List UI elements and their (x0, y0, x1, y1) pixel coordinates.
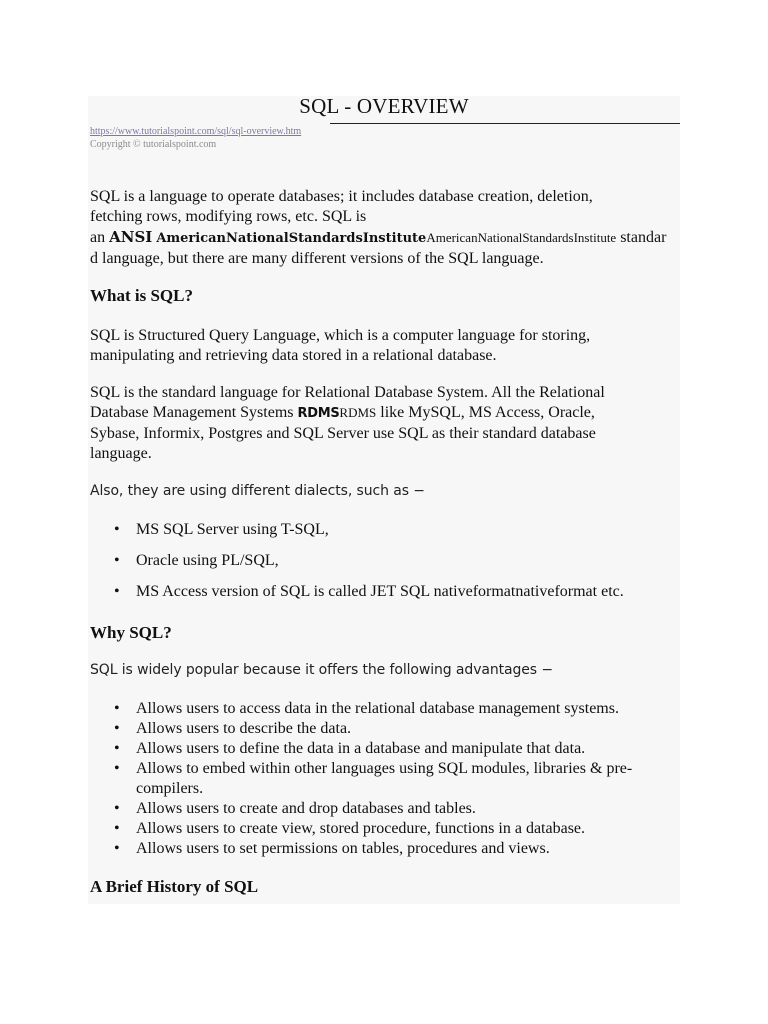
heading-brief-history: A Brief History of SQL (90, 877, 259, 896)
intro-line-3 (90, 227, 680, 249)
list-item (90, 582, 624, 613)
native-format-bold: nativeformat (433, 583, 516, 600)
copyright-text: Copyright © tutorialspoint.com (90, 139, 217, 150)
what-is-sql-paragraph-1 (90, 326, 680, 366)
list-item: • MS SQL Server using T-SQL, (90, 520, 624, 551)
intro-line-3-prefix: an (90, 229, 110, 246)
what-p2-line-2-suffix: like MySQL, MS Access, Oracle, (376, 404, 595, 421)
what-p2-line-2-prefix: Database Management Systems (90, 404, 298, 421)
list-item: • Allows users to describe the data. (90, 719, 632, 739)
ansi-abbrev: ANSI (109, 228, 153, 246)
list-item-continuation: compilers. (136, 780, 204, 797)
ansi-expansion-bold: AmericanNationalStandardsInstitute (156, 231, 427, 246)
heading-what-is-sql: What is SQL? (90, 286, 193, 305)
dialects-list (90, 520, 624, 613)
intro-line-2: fetching rows, modifying rows, etc. SQL is (90, 208, 367, 225)
intro-line-1: SQL is a language to operate databases; it includes database creation, deletion, (90, 188, 593, 205)
what-p1-line-1: SQL is Structured Query Language, which is a computer language for storing, (90, 327, 591, 344)
advantages-list (90, 699, 632, 859)
ansi-expansion: AmericanNationalStandardsInstitute (426, 230, 617, 245)
heading-why-sql: Why SQL? (90, 623, 172, 642)
page-title: SQL - OVERVIEW (299, 94, 469, 118)
what-p2-line-2 (90, 403, 680, 424)
title-rule (330, 123, 680, 124)
list-item: • Allows users to create view, stored procedure, functions in a database. (90, 819, 632, 839)
list-item: • Allows users to set permissions on tables, procedures and views. (90, 839, 632, 859)
list-item: • Allows to embed within other languages using SQL modules, libraries & pre- (90, 759, 632, 779)
why-sql-intro: SQL is widely popular because it offers the following advantages − (90, 662, 553, 678)
list-item: • Allows users to create and drop databases and tables. (90, 799, 632, 819)
source-url-link[interactable]: https://www.tutorialspoint.com/sql/sql-overview.htm (90, 126, 302, 137)
list-item: • Oracle using PL/SQL, (90, 551, 624, 582)
rdms-abbrev: RDMS (339, 405, 377, 420)
dialect-3-prefix: MS Access version of SQL is called JET SQL (136, 583, 434, 600)
rdms-abbrev-bold: RDMS (297, 406, 340, 421)
dialect-3-suffix: etc. (597, 583, 624, 600)
what-is-sql-paragraph-2 (90, 383, 680, 464)
native-format: nativeformat (515, 583, 598, 600)
list-item: • Allows users to define the data in a database and manipulate that data. (90, 739, 632, 759)
what-p2-line-1: SQL is the standard language for Relational Database System. All the Relational (90, 384, 605, 401)
list-item: • Allows users to access data in the relational database management systems. (90, 699, 632, 719)
intro-line-3-suffix: standar (616, 229, 667, 246)
what-p1-line-2: manipulating and retrieving data stored in a relational database. (90, 347, 497, 364)
intro-line-4: d language, but there are many different versions of the SQL language. (90, 250, 544, 267)
what-p2-line-4: language. (90, 445, 152, 462)
dialects-intro: Also, they are using different dialects, such as − (90, 483, 425, 499)
what-p2-line-3: Sybase, Informix, Postgres and SQL Server use SQL as their standard database (90, 425, 596, 442)
intro-paragraph (90, 187, 680, 269)
